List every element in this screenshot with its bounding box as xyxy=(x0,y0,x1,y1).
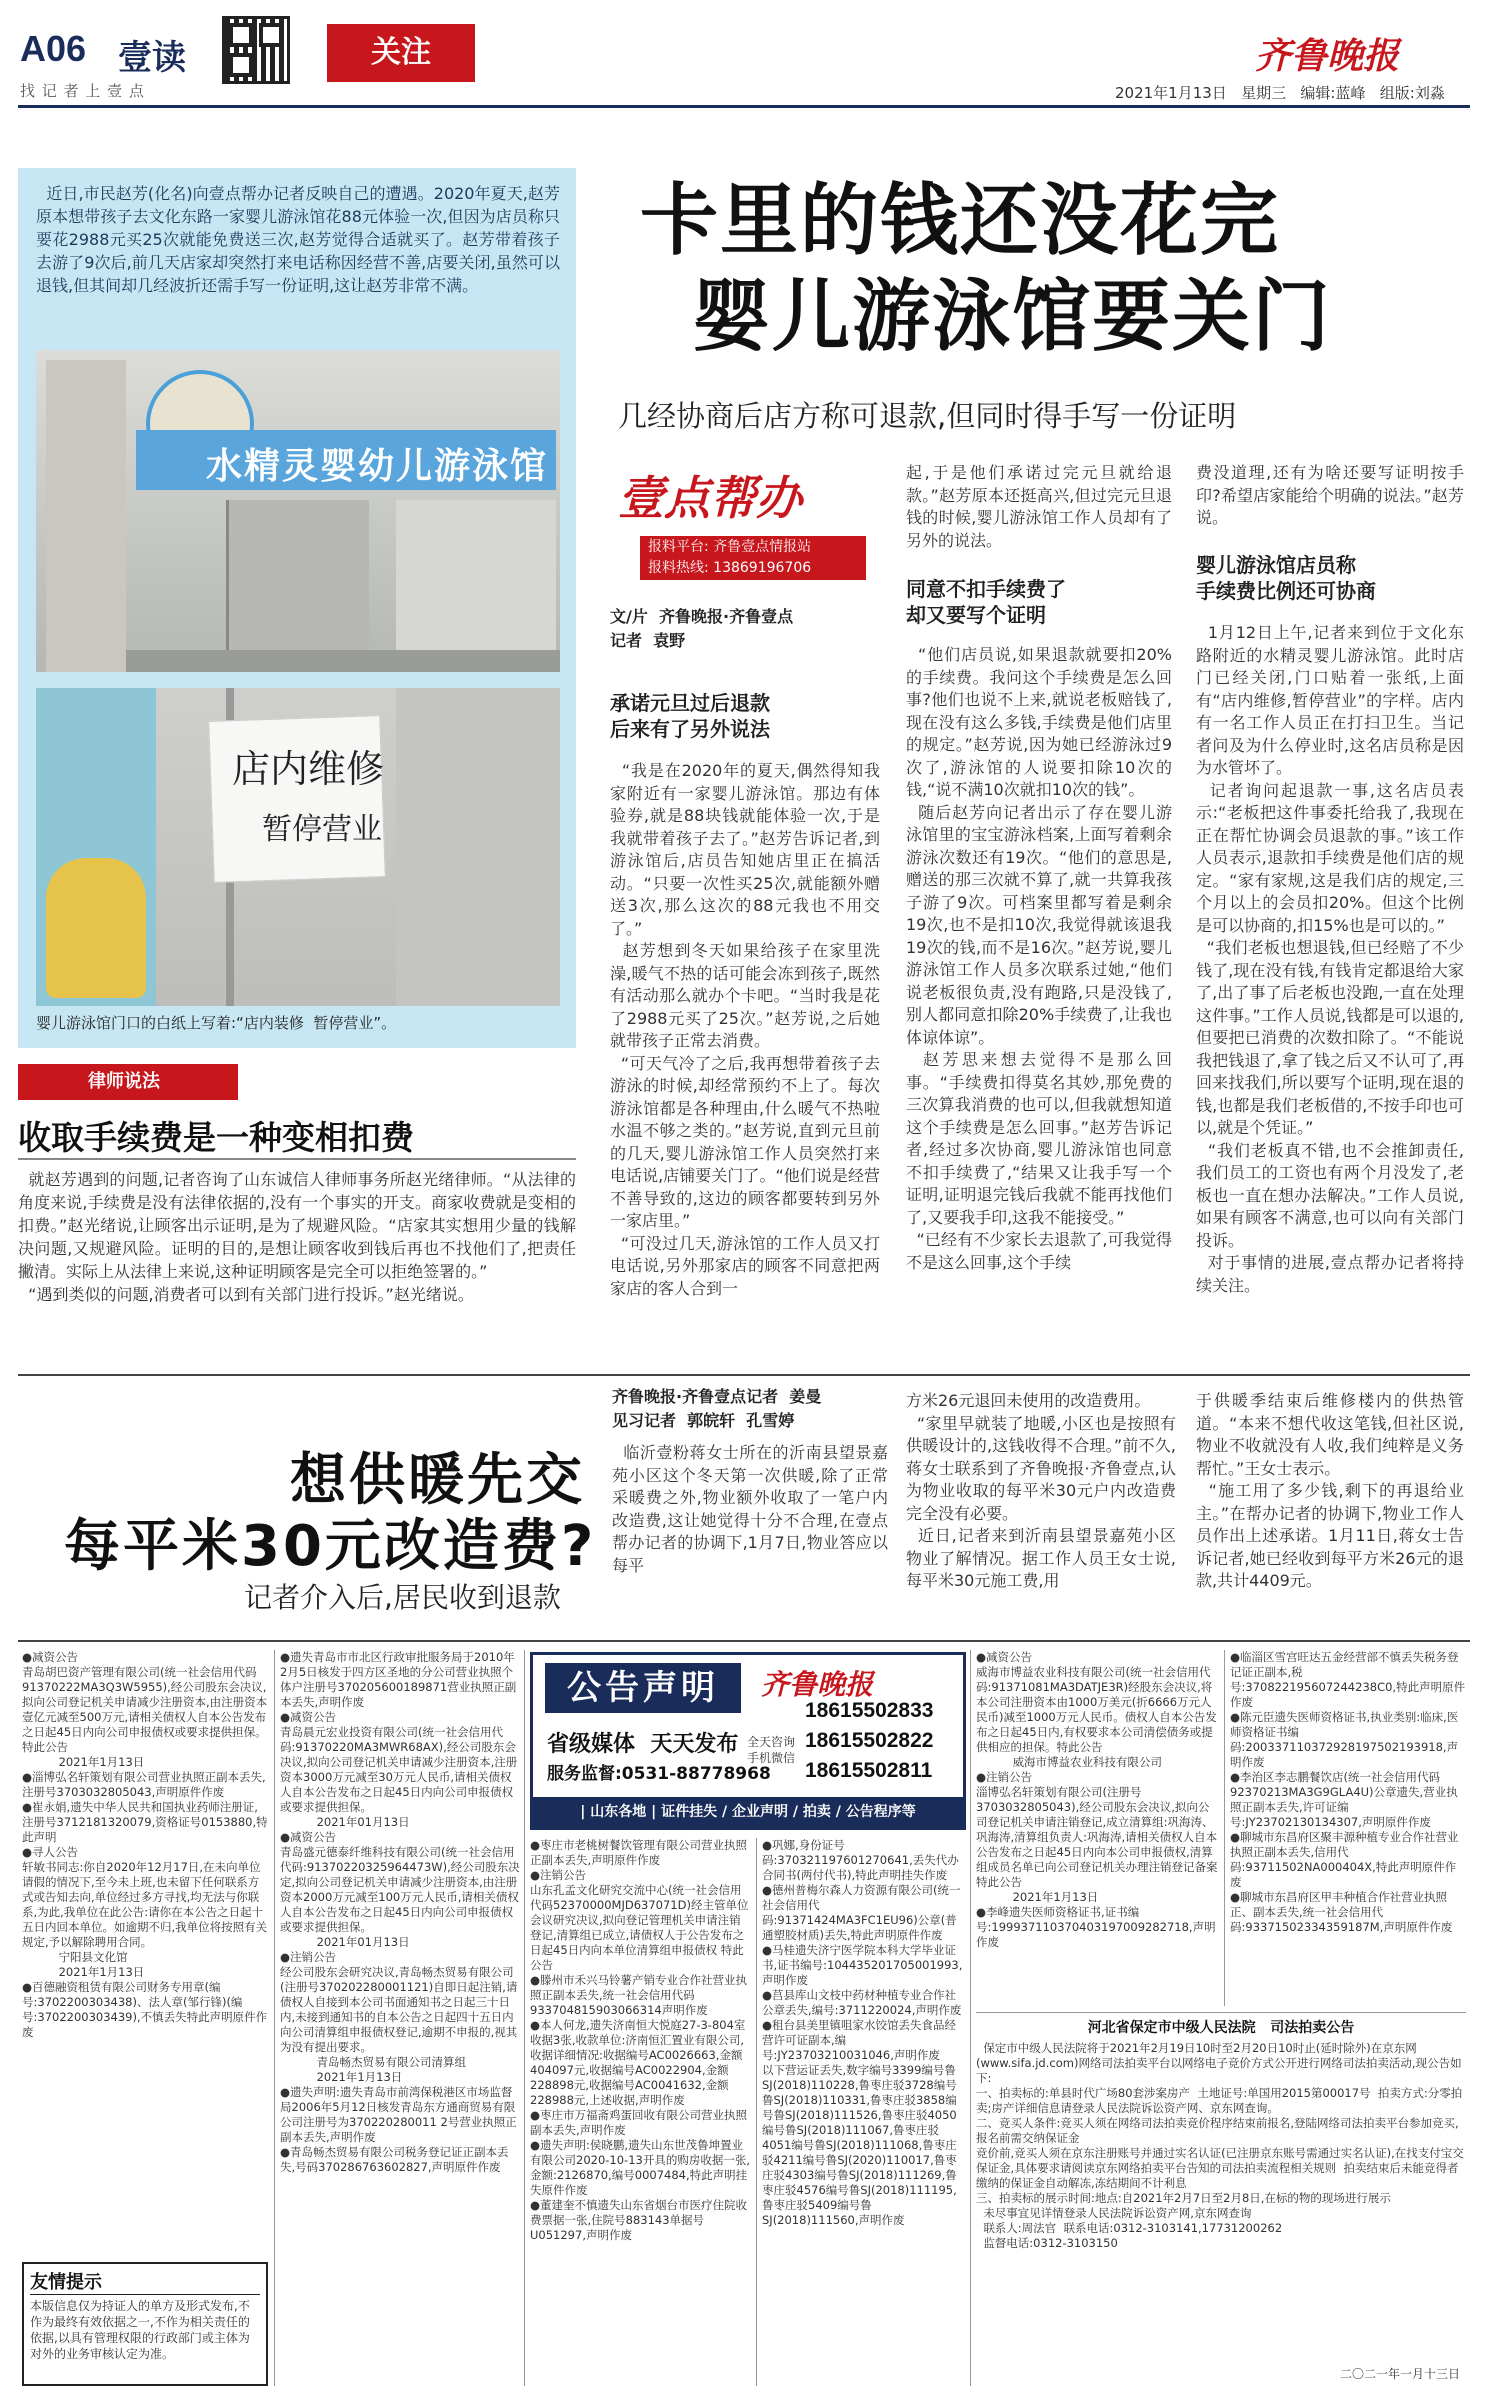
page-number: A06 xyxy=(20,28,87,69)
closure-notice-photo xyxy=(36,688,560,1006)
closure-notice-line1: 店内维修 xyxy=(232,747,385,791)
header-tagline: 找 记 者 上 壹 点 xyxy=(20,82,145,100)
qr-code xyxy=(222,16,290,84)
announcement-ad-box xyxy=(530,1652,966,1830)
ad-box-brand: 齐鲁晚报 xyxy=(761,1668,874,1701)
ads-vline-2 xyxy=(524,1650,525,2386)
lawyer-rule xyxy=(18,1158,576,1160)
ad-box-tel-label1: 全天咨询 xyxy=(747,1735,796,1749)
court-notice-body: 保定市中级人民法院将于2021年2月19日10时至2月20日10时止(延时除外)在京东网(www.sifa.jd.com)网络司法拍卖平台以网络电子竞价方式公开进行网络司法拍卖活动,现公告如下: 一、拍卖标的:单县时代广场80套涉案房产 土地证号:单国用2015第00017号 拍卖方式:分零拍卖;房产详细信息请登录人民法院诉讼资产网、京东网查询。 二、竞买人条件:竞买人须在网络司法拍卖竞价程序结束前报名,登陆网络司法拍卖平台参加竞买,报名前需交纳保证金 竞价前,竞买人须在京东注册账号并通过实名认证(已注册京东账号需通过实名认证),在找支付宝交保证金,具体要求请阅读京东网络拍卖平台告知的司法拍卖流程相关规则 拍卖结束后未能竞得者缴纳的保证金自动解冻,冻结期间不计利息 三、拍卖标的展示时间:地点:自2021年2月7日至2月8日,在标的物的现场进行展示 未尽事宜见详情登录人民法院诉讼资产网,京东网查询 联系人:周法官 联系电话:0312-3103141,17731200262 监督电话:0312-3103150 xyxy=(976,2041,1464,2250)
ads-vline-1 xyxy=(274,1650,275,2386)
section-divider xyxy=(18,1374,1470,1376)
story2-column-1: 临沂壹粉蒋女士所在的沂南县望景嘉苑小区这个冬天第一次供暖,除了正常采暖费之外,物业额外收取了一笔户内改造费,这让她觉得十分不合理,在壹点帮办记者的协调下,1月7日,物业答应以每平 xyxy=(612,1443,888,1575)
ads-vline-4 xyxy=(970,1650,971,2386)
ads-column-2: ●遗失青岛市市北区行政审批服务局于2010年2月5日核发于四方区圣地的分公司营业执照个体户注册号370205600189871营业执照正副本丢失,声明作废 ●减资公告 青岛晨元宏业投资有限公司(统一社会信用代码:91370220MA3MWR68AX),经公司股东会决议,拟向公司登记机关申请减少注册资本,注册资本3000万元减至30万元人民币,请相关债权人自本公告发布之日起45日内向公司申报债权或要求提供担保。 2021年01月13日 ●减资公告 青岛盛元德泰纤维科技有限公司(统一社会信用代码:91370220325964473W),经公司股东决定,拟向公司登记机关申请减少注册资本,由注册资本2000万元减至100万元人民币,请相关债权人自本公告发布之日起45日内向公司申报债权或要求提供担保。 2021年01月13日 ●注销公告 经公司股东会研究决议,青岛畅杰贸易有限公司(注册号370202280001121)自即日起注销,请债权人自接到本公司书面通知书之日起三十日内,未接到通知书的自本公告之日起四十五日内向公司清算组申报债权登记,逾期不申报的,视其为没有提出要求。 青岛畅杰贸易有限公司清算组 2021年1月13日 ●遗失声明:遗失青岛市前湾保税港区市场监督局2006年5月12日核发青岛东方通商贸易有限公司注册号为370220280011 2号营业执照正副本丢失,声明作废 ●青岛畅杰贸易有限公司税务登记证正副本丢失,号码3702867636028​27,声明原件作废 xyxy=(280,1650,520,2174)
shop-sign: 水精灵婴幼儿游泳馆 xyxy=(206,446,549,487)
photo-caption: 婴儿游泳馆门口的白纸上写着:“店内装修 暂停营业”。 xyxy=(36,1014,397,1032)
story2-headline-line1: 想供暖先交 xyxy=(290,1448,585,1513)
story1-subhead-2: 同意不扣手续费了 却又要写个证明 xyxy=(906,577,1066,627)
story1-subhead-3: 婴儿游泳馆店员称 手续费比例还可协商 xyxy=(1196,553,1376,603)
story1-column-1: “我是在2020年的夏天,偶然得知我家附近有一家婴儿游泳馆。那边有体验券,就是88块钱就能体验一次,于是我就带着孩子去了。”赵芳告诉记者,到游泳馆后,店员告知她店里正在搞活动。“只要一次性买25次,就能额外赠送3次,那么这次的88元我也不用交了。” 赵芳想到冬天如果给孩子在家里洗澡,暖气不热的话可能会冻到孩子,既然有活动那么就办个卡吧。“当时我是花了2988元买了25次。”赵芳说,之后她就带孩子正常去消费。 “可天气冷了之后,我再想带着孩子去游泳的时候,却经常预约不上了。每次游泳馆都是各种理由,什么暖气不热啦水温不够之类的。”赵芳说,直到元旦前的几天,婴儿游泳馆工作人员突然打来电话说,店铺要关门了。“他们说是经营不善导致的,这边的顾客都要转到另外一家店里。” “可没过几天,游泳馆的工作人员又打电话说,另外那家店的顾客不同意把两家店的客人合到一 xyxy=(610,761,880,1298)
ad-box-slogan2: 服务监督:0531-88778968 xyxy=(547,1764,771,1784)
summary-text: 近日,市民赵芳(化名)向壹点帮办记者反映自己的遭遇。2020年夏天,赵芳原本想带孩子去文化东路一家婴儿游泳馆花88元体验一次,但因为店员称只要花2988元买25次就能免费送三次,赵芳觉得合适就买了。赵芳带着孩子去游了9次后,前几天店家却突然打来电话称因经营不善,店要关闭,虽然可以退钱,但其间却几经波折还需手写一份证明,这让赵芳非常不满。 xyxy=(36,184,560,295)
ads-column-3b: ●巩娜,身份证号码:370321197601270641,丢失代办合同书(两付代书),特此声明挂失作废 ●德州普梅尔森人力资源有限公司(统一社会信用代码:91371424MA3FC1EU96)公章(普通塑胶材质)丢失,特此声明原件作废 ●马桂遗失济宁医学院本科大学毕业证书,证书编号:104435201705001993,声明作废 ●莒县库山文枝中药材种植专业合作社公章丢失,编号:3711220024,声明作废 ●租台县美里镇咀家水饺馆丢失食品经营许可证副本,编号:JY23703210031046,声明作废 以下营运证丢失,数字编号3399编号鲁SJ(2018)110228,鲁枣庄驳3728编号鲁SJ(2018)110331,鲁枣庄驳3858编号鲁SJ(2018)111526,鲁枣庄驳4050编号鲁SJ(2018)111067,鲁枣庄驳4051编号鲁SJ(2018)111068,鲁枣庄驳4211编号鲁SJ(2020)110017,鲁枣庄驳4303编号鲁SJ(2018)111269,鲁枣庄驳4576编号鲁SJ(2018)111195,鲁枣庄驳5409编号鲁SJ(2018)111560,声明作废 xyxy=(762,1838,963,2227)
ads-column-5: ●临淄区雪宫旺达五金经营部不慎丢失税务登记证正副本,税号:370822195607244238C0,特此声明原件作废 ●陈元臣遗失医师资格证书,执业类别:临床,医师资格证书编码:200337110372928197502193918,声明作废 ●李治区李志鹏餐饮店(统一社会信用代码92370213MA3G9GLA4U)公章遗失,营业执照正副本丢失,许可证编号:JY23702130134307,声明原件作废 ●聊城市东昌府区聚丰源种植专业合作社营业执照正副本丢失,信用代码:93711502NA000404X,特此声明原件作废 ●聊城市东昌府区甲丰种植合作社营业执照正、副本丢失,统一社会信用代码:933715023343591​87M,声明原件作废 xyxy=(1230,1650,1466,1934)
closure-notice-line2: 暂停营业 xyxy=(262,812,382,847)
story1-headline-line1: 卡里的钱还没花完 xyxy=(640,176,1281,266)
help-logo-text: 壹点帮办 xyxy=(618,471,802,525)
story2-column-2: 方米26元退回未使用的改造费用。 “家里早就装了地暖,小区也是按照有供暖设计的,这钱收得不合理。”前不久,蒋女士联系到了齐鲁晚报·齐鲁壹点,认为物业收取的每平米30元户内改造费完全没有必要。 近日,记者来到沂南县望景嘉苑小区物业了解情况。据工作人员王女士说,每平米30元施工费,用 xyxy=(906,1391,1176,1590)
friendly-notice-body: 本版信息仅为持证人的单方及形式发布,不作为最终有效依据之一,不作为相关责任的依据,以具有管理权限的行政部门或主体为对外的业务审核认定为准。 xyxy=(30,2299,250,2361)
column-tag: 关注 xyxy=(327,24,475,82)
ad-box-tel-label2: 手机微信 xyxy=(747,1751,796,1765)
paper-logo: 齐鲁晚报 xyxy=(1255,35,1400,77)
help-logo xyxy=(618,462,890,530)
story1-column-3: 1月12日上午,记者来到位于文化东路附近的水精灵婴儿游泳馆。此时店门已经关闭,门口贴着一张纸,上面有“店内维修,暂停营业”的字样。店内有一名工作人员正在打扫卫生。当记者问及为什么停业时,这名店员称是因为水管坏了。 记者询问起退款一事,这名店员表示:“老板把这件事委托给我了,我现在正在帮忙协调会员退款的事。”该工作人员表示,退款扣手续费是他们店的规定。“家有家规,这是我们店的规定,三个月以上的会员扣20%。但这个比例是可以协商的,扣15%也是可以的。” “我们老板也想退钱,但已经赔了不少钱了,现在没有钱,有钱肯定都退给大家了,出了事了后老板也没跑,一直在处理这件事。”工作人员说,钱都是可以退的,但要把已消费的次数扣除了。“不能说我把钱退了,拿了钱之后又不认可了,再回来找我们,所以要写个证明,现在退的钱,也都是我们老板借的,不按手印也可以,就是个凭证。” “我们老板真不错,也不会推卸责任,我们员工的工资也有两个月没发了,老板也一直在想办法解决。”工作人员说,如果有顾客不满意,也可以向有关部门投诉。 对于事情的进展,壹点帮办记者将持续关注。 xyxy=(1196,623,1465,1295)
story2-column-3: 于供暖季结束后维修楼内的供热管道。“本来不想代收这笔钱,但社区说,物业不收就没有人收,我们纯粹是义务帮忙。”王女士表示。 “施工用了多少钱,剩下的再退给业主。”在帮办记者的协调下,物业工作人员作出上述承诺。1月11日,蒋女士告诉记者,她已经收到每平方米26元的退款,共计4409元。 xyxy=(1196,1391,1464,1590)
ad-box-footer: | 山东各地 | 证件挂失 / 企业声明 / 拍卖 / 公告程序等 xyxy=(533,1797,963,1827)
swim-shop-photo xyxy=(36,350,560,672)
story1-subhead-1: 承诺元旦过后退款 后来有了另外说法 xyxy=(610,691,770,741)
court-notice-date: 二〇二一年一月十三日 xyxy=(1339,2367,1460,2381)
story1-byline1: 文/片 齐鲁晚报·齐鲁壹点 xyxy=(610,607,794,626)
ads-vline-3 xyxy=(756,1838,757,2386)
ad-box-tel1: 18615502833 xyxy=(805,1699,934,1722)
dateline: 2021年1月13日 星期三 编辑:蓝峰 组版:刘淼 xyxy=(1115,84,1445,102)
friendly-notice xyxy=(22,2262,268,2386)
report-hotline: 报料热线: 13869196706 xyxy=(648,560,812,576)
ad-box-slogan1: 省级媒体 天天发布 xyxy=(547,1732,739,1757)
story1-byline2: 记者 袁野 xyxy=(610,631,686,650)
lawyer-body: 就赵芳遇到的问题,记者咨询了山东诚信人律师事务所赵光绪律师。“从法律的角度来说,手续费是没有法律依据的,没有一个事实的开支。商家收费就是变相的扣费。”赵光绪说,让顾客出示证明,是为了规避风险。“店家其实想用少量的钱解决问题,又规避风险。证明的目的,是想让顾客收到钱后再也不找他们了,把责任撇清。实际上从法律上来说,这种证明顾客是完全可以拒绝签署的。” “遇到类似的问题,消费者可以到有关部门进行投诉。”赵光绪说。 xyxy=(18,1170,576,1304)
ads-column-3a: ●枣庄市老桃树餐饮管理有限公司营业执照正副本丢失,声明原件作废 ●注销公告 山东孔孟文化研究交流中心(统一社会信用代码52370000MJD637071D)经主管单位会议研究决议,拟向登记管理机关申请注销登记,清算组已成立,请债权人于公告发布之日起45日内向本单位清算组申报债权 特此公告 ●滕州市禾兴马铃薯产销专业合作社营业执照正副本丢失,统一社会信用代码93370481590306631​4声明作废 ●本人何龙,遗失济南恒大悦庭27-3-804室收据3张,收款单位:济南恒汇置业有限公司,收据详细情况:收据编号AC0026663,金额404097元,收据编号AC0022904,金额228898元,收据编号AC0041632,金额228988元,上述收据,声明作废 ●枣庄市万福斋鸡蛋回收有限公司营业执照副本丢失,声明作废 ●遗失声明:侯晓鹏,遗失山东世茂鲁坤置业有限公司2020-10-13开具的购房收据一张,金额:2126870,编号0007484,特此声明挂失原件作废 ●董建奎不慎遗失山东省烟台市医疗住院收费票据一张,住院号883143单据号U051297,声明作废 xyxy=(530,1838,750,2242)
header-rule xyxy=(18,105,1470,108)
report-platform: 报料平台: 齐鲁壹点情报站 xyxy=(648,539,812,555)
ad-box-title: 公告声明 xyxy=(545,1663,741,1713)
story2-byline2: 见习记者 郭皖轩 孔雪婷 xyxy=(612,1411,795,1430)
ads-column-1: ●减资公告 青岛胡巴资产管理有限公司(统一社会信用代码91370222MA3Q3W5955),经公司股东会决议,拟向公司登记机关申请减少注册资本,由注册资本壹亿元减至500万元,请相关债权人自本公告发布之日起45日内向公司申报债权或要求提供担保。特此公告 2021年1月13日 ●淄博弘名轩策划有限公司营业执照正副本丢失,注册号3703032805043,声明原件作废 ●崔永娟,遗失中华人民共和国执业药师注册证,注册号3712181320079,资格证号0153880,特此声明 ●寻人公告 轩敏书同志:你自2020年12月17日,在未向单位请假的情况下,至今未上班,也未留下任何联系方式或告知去向,单位经过多方寻找,均无法与你联系,为此,我单位在此公告:请你在本公告之日起十五日内回本单位。如逾期不归,我单位将按照有关规定,予以解除聘用合同。 宁阳县文化馆 2021年1月13日 ●百德融资租赁有限公司财务专用章(编号:3702200303438)、法人章(邹行锋)(编号:3702200303439),不慎丢失特此声明原件作废 xyxy=(22,1650,268,2039)
story1-column-2: “他们店员说,如果退款就要扣20%的手续费。我问这个手续费是怎么回事?他们也说不上来,就说老板赔钱了,现在没有这么多钱,手续费是他们店里的规定。”赵芳说,因为她已经游泳过9次了,游泳馆的人说要扣除10次的钱,“说不满10次就扣10次的钱”。 随后赵芳向记者出示了存在婴儿游泳馆里的宝宝游泳档案,上面写着剩余游泳次数还有19次。“他们的意思是,赠送的那三次就不算了,就一共算我孩子游了9次。可档案里都写着是剩余19次,也不是扣10次,我觉得就该退我19次的钱,而不是16次。”赵芳说,婴儿游泳馆工作人员多次联系过她,“他们说老板很负责,没有跑路,只是没钱了,别人都同意扣除20%手续费了,让我也体谅体谅”。 赵芳思来想去觉得不是那么回事。“手续费扣得莫名其妙,那免费的三次算我消费的也可以,但我就想知道这个手续费是怎么回事。”赵芳告诉记者,经过多次协商,婴儿游泳馆也同意不扣手续费了,“结果又让我手写一个证明,证明退完钱后我就不能再找他们了,又要我手印,这我不能接受。” “已经有不少家长去退款了,可我觉得不是这么回事,这个手续 xyxy=(906,645,1172,1272)
story2-byline1: 齐鲁晚报·齐鲁壹点记者 姜曼 xyxy=(612,1387,822,1406)
report-bar xyxy=(640,536,866,580)
ad-box-tel3: 18615502811 xyxy=(805,1759,933,1782)
story1-subtitle: 几经协商后店方称可退款,但同时得手写一份证明 xyxy=(618,399,1237,433)
lawyer-headline: 收取手续费是一种变相扣费 xyxy=(18,1118,414,1157)
friendly-notice-title: 友情提示 xyxy=(30,2268,260,2295)
section-name: 壹读 xyxy=(118,38,186,78)
ads-divider xyxy=(18,1640,1470,1642)
ads-column-4: ●减资公告 威海市博益农业科技有限公司(统一社会信用代码:91371081MA3DATJE3R)经股东会决议,将本公司注册资本由1000万美元(折6666万元人民币)减至1000万元人民币。债权人自本公告发布之日起45日内,有权要求本公司清偿债务或提供相应的担保。特此公告 威海市博益农业科技有限公司 ●注销公告 淄博弘名轩策划有限公司(注册号3703032805043),经公司股东会决议,拟向公司登记机关申请注销登记,成立清算组:巩海涛、巩海涛,清算组负责人:巩海涛,请相关债权人自本公告发布之日起45日内向本公司申报债权,清算组成员名单已向公司登记机关办理注销登记备案 特此公告 2021年1月13日 ●李峰遗失医师资格证书,证书编号:199937110370403197009282718,声明作废 xyxy=(976,1650,1218,1949)
ads-vline-5 xyxy=(1224,1650,1225,2006)
story2-subtitle: 记者介入后,居民收到退款 xyxy=(244,1581,561,1614)
lawyer-tag: 律师说法 xyxy=(18,1064,238,1100)
story1-column-2-top: 起,于是他们承诺过完元旦就给退款。”赵芳原本还挺高兴,但过完元旦退钱的时候,婴儿游泳馆工作人员却有了另外的说法。 xyxy=(906,463,1172,550)
court-auction-notice xyxy=(976,2012,1466,2386)
story1-column-3-top: 费没道理,还有为啥还要写证明按手印?希望店家能给个明确的说法。”赵芳说。 xyxy=(1196,463,1464,527)
court-notice-title: 河北省保定市中级人民法院 司法拍卖公告 xyxy=(1087,2020,1355,2036)
story2-headline-line2: 每平米30元改造费? xyxy=(64,1514,597,1579)
ad-box-tel2: 18615502822 xyxy=(805,1729,934,1752)
story1-headline-line2: 婴儿游泳馆要关门 xyxy=(692,272,1333,362)
